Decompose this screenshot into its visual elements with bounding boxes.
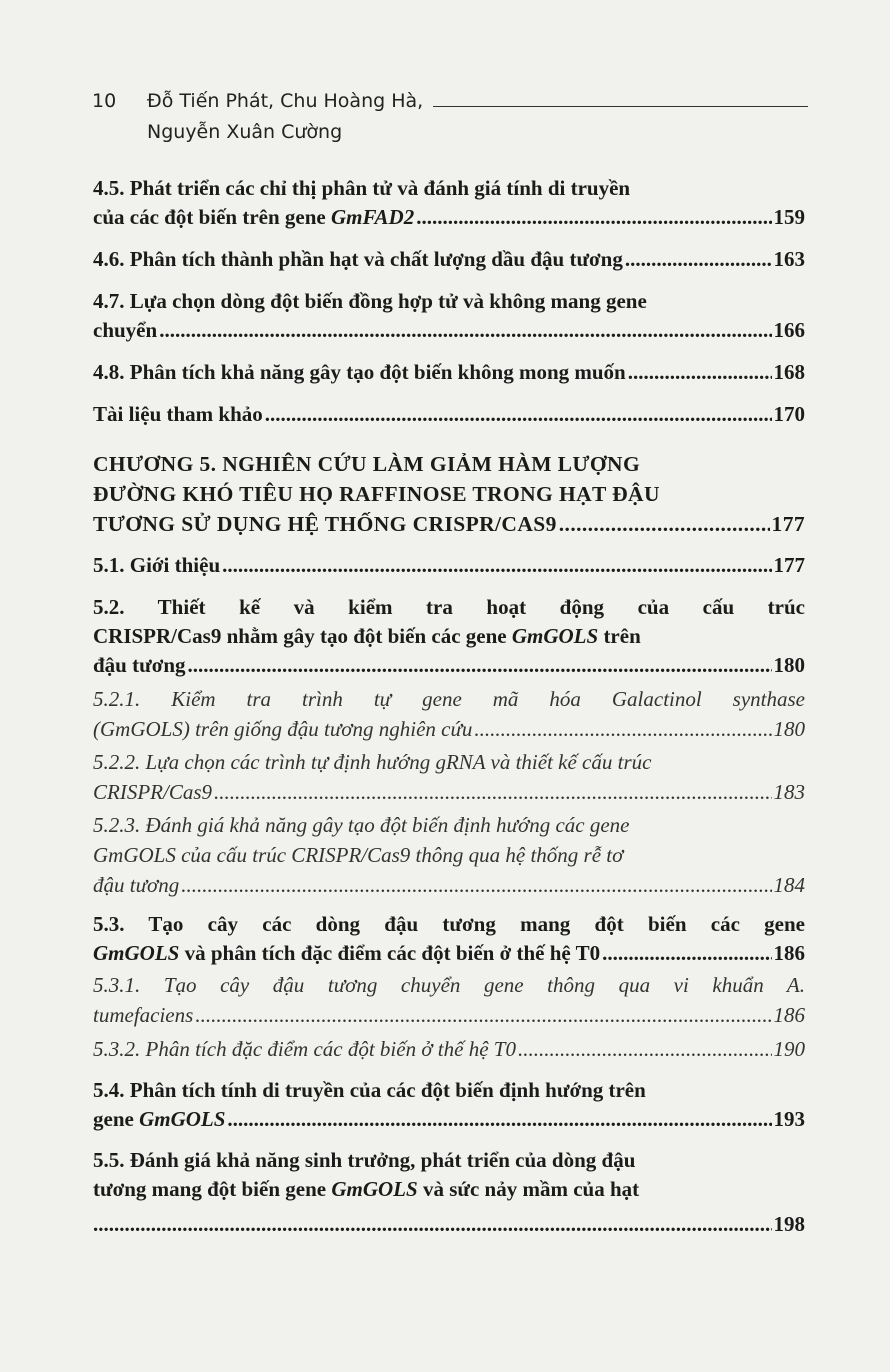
page-ref: 177: [773, 553, 805, 577]
leader-dots: [416, 203, 771, 232]
table-of-contents: [93, 174, 805, 1239]
toc-entry-text: (GmGOLS) trên giống đậu tương nghiên cứu: [93, 717, 473, 741]
page-ref: 190: [773, 1037, 805, 1061]
leader-dots: [625, 245, 772, 274]
gene-name: GmGOLS: [331, 1177, 418, 1201]
toc-entry-text: CRISPR/Cas9 nhằm gây tạo đột biến các gene: [93, 624, 512, 648]
toc-entry-references[interactable]: [93, 400, 805, 429]
page-number: 10: [92, 90, 117, 112]
toc-entry-text: gene: [93, 1107, 140, 1131]
toc-chapter-5[interactable]: [93, 449, 805, 539]
toc-entry-5-2-3[interactable]: [93, 810, 805, 900]
toc-entry-line: 5.2.2. Lựa chọn các trình tự định hướng gRNA và thiết kế cấu trúc: [93, 750, 652, 774]
leader-dots: [159, 316, 771, 345]
toc-entry-line: 5.2.1. Kiểm tra trình tự gene mã hóa Galactinol synthase: [93, 687, 805, 711]
toc-entry-text: đậu tương: [93, 653, 186, 677]
page-ref: 168: [773, 360, 805, 384]
toc-entry-text: chuyển: [93, 318, 158, 342]
leader-dots: [265, 400, 772, 429]
toc-entry-line: GmGOLS của cấu trúc CRISPR/Cas9 thông qua hệ thống rễ tơ: [93, 843, 624, 867]
toc-entry-text: đậu tương: [93, 873, 180, 897]
leader-dots: [602, 939, 771, 968]
page-ref: 183: [773, 780, 805, 804]
toc-entry-5-2-1[interactable]: [93, 684, 805, 744]
gene-name: GmGOLS: [93, 941, 180, 965]
page-ref: 170: [773, 402, 805, 426]
toc-entry-line: 5.2. Thiết kế và kiểm tra hoạt động của cấu trúc: [93, 595, 805, 619]
toc-entry-text: CRISPR/Cas9: [93, 780, 212, 804]
toc-entry-text: 5.1. Giới thiệu: [93, 553, 221, 577]
toc-entry-line: 5.3.1. Tạo cây đậu tương chuyển gene thông qua vi khuẩn A.: [93, 973, 805, 997]
leader-dots: [181, 870, 771, 900]
leader-dots: [628, 358, 772, 387]
leader-dots: [222, 551, 771, 580]
toc-entry-5-5[interactable]: [93, 1146, 805, 1239]
gene-name: GmGOLS: [139, 1107, 226, 1131]
leader-dots: [474, 714, 771, 744]
page-ref: 166: [773, 318, 805, 342]
toc-entry-text: và phân tích đặc điểm các đột biến ở thế hệ T0: [179, 941, 601, 965]
toc-entry-line: 5.3. Tạo cây các dòng đậu tương mang đột biến các gene: [93, 912, 805, 936]
page-ref: 177: [771, 512, 805, 536]
leader-dots: [518, 1034, 772, 1064]
toc-entry-5-2[interactable]: [93, 593, 805, 680]
leader-dots: [559, 509, 770, 539]
page-ref: 180: [773, 653, 805, 677]
chapter-title-line-1: CHƯƠNG 5. NGHIÊN CỨU LÀM GIẢM HÀM LƯỢNG: [93, 452, 641, 476]
leader-dots: [195, 1000, 771, 1030]
authors-line-1: Đỗ Tiến Phát, Chu Hoàng Hà,: [147, 90, 424, 112]
chapter-title-line-2: ĐƯỜNG KHÓ TIÊU HỌ RAFFINOSE TRONG HẠT ĐẬU: [93, 482, 660, 506]
page-ref: 159: [773, 205, 805, 229]
toc-entry-5-2-2[interactable]: [93, 747, 805, 807]
leader-dots: [214, 777, 772, 807]
toc-entry-text: Tài liệu tham khảo: [93, 402, 263, 426]
toc-entry-4-6[interactable]: [93, 245, 805, 274]
toc-entry-text: 5.3.2. Phân tích đặc điểm các đột biến ở thế hệ T0: [93, 1037, 516, 1061]
toc-entry-4-8[interactable]: [93, 358, 805, 387]
chapter-title-line-3: TƯƠNG SỬ DỤNG HỆ THỐNG CRISPR/CAS9: [93, 512, 557, 536]
page-ref: 193: [773, 1107, 805, 1131]
toc-entry-line: 4.5. Phát triển các chỉ thị phân tử và đánh giá tính di truyền: [93, 176, 631, 200]
page-ref: 163: [773, 247, 805, 271]
toc-entry-text: trên: [598, 624, 641, 648]
toc-entry-text: và sức nảy mầm của hạt: [417, 1177, 640, 1201]
toc-entry-line: 4.7. Lựa chọn dòng đột biến đồng hợp tử và không mang gene: [93, 289, 647, 313]
page-ref: 184: [773, 873, 805, 897]
leader-dots: [227, 1105, 771, 1134]
toc-entry-text: tumefaciens: [93, 1003, 194, 1027]
toc-entry-5-3-1[interactable]: [93, 970, 805, 1030]
toc-entry-4-7[interactable]: [93, 287, 805, 345]
toc-entry-5-1[interactable]: [93, 551, 805, 580]
toc-entry-line: 5.5. Đánh giá khả năng sinh trưởng, phát triển của dòng đậu: [93, 1148, 636, 1172]
toc-entry-text: tương mang đột biến gene: [93, 1177, 332, 1201]
toc-entry-text: của các đột biến trên gene: [93, 205, 331, 229]
page-ref: 180: [773, 717, 805, 741]
page-header: [92, 86, 808, 148]
gene-name: GmFAD2: [330, 205, 415, 229]
authors-line-2: Nguyễn Xuân Cường: [147, 121, 343, 143]
gene-name: GmGOLS: [511, 624, 599, 648]
leader-dots: [188, 651, 772, 680]
page-ref: 186: [773, 1003, 805, 1027]
toc-entry-line: 5.2.3. Đánh giá khả năng gây tạo đột biến định hướng các gene: [93, 813, 630, 837]
toc-entry-text: 4.6. Phân tích thành phần hạt và chất lượng dầu đậu tương: [93, 247, 623, 271]
toc-entry-text: 4.8. Phân tích khả năng gây tạo đột biến không mong muốn: [93, 360, 626, 384]
toc-entry-5-3-2[interactable]: [93, 1034, 805, 1064]
toc-entry-5-4[interactable]: [93, 1076, 805, 1134]
page-ref: 186: [773, 941, 805, 965]
toc-entry-4-5[interactable]: [93, 174, 805, 232]
toc-entry-5-3[interactable]: [93, 910, 805, 968]
toc-entry-line: 5.4. Phân tích tính di truyền của các đột biến định hướng trên: [93, 1078, 646, 1102]
header-rule: [433, 106, 808, 107]
page-ref: 198: [773, 1212, 805, 1236]
leader-dots: [93, 1210, 772, 1239]
